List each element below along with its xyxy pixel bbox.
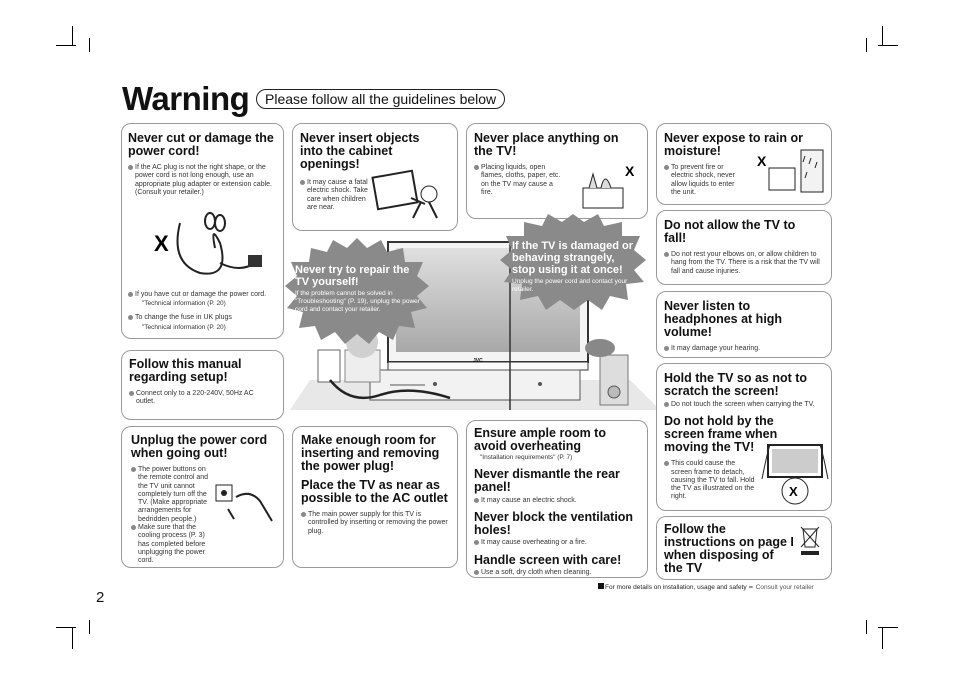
footer-text: For more details on installation, usage and safety bbox=[605, 584, 747, 591]
reference: "Technical information (P. 20) bbox=[142, 323, 226, 331]
note: If the AC plug is not the right shape, or the power cord is not long enough, use an appropriate plug adapter or extension cable. (Consult your retailer.) bbox=[128, 164, 277, 197]
page-number: 2 bbox=[96, 589, 105, 606]
heading: Never dismantle the rear panel! bbox=[474, 467, 620, 494]
arrow-icon: ➨ bbox=[748, 584, 756, 591]
heading: Never cut or damage the power cord! bbox=[128, 131, 274, 158]
warning-insert-objects bbox=[292, 123, 458, 231]
warning-unplug bbox=[121, 426, 284, 568]
heading: Never listen to headphones at high volume! bbox=[664, 299, 783, 339]
cut-cord-illustration bbox=[128, 203, 278, 285]
reference: "Technical information (P. 20) bbox=[142, 300, 226, 308]
tv-in-rain-illustration bbox=[757, 148, 829, 200]
heading: Handle screen with care! bbox=[474, 552, 622, 567]
heading: Do not allow the TV to fall! bbox=[664, 218, 796, 245]
heading: Never expose to rain or moisture! bbox=[664, 131, 803, 158]
warning-headphones bbox=[656, 291, 832, 358]
warning-outlet-room bbox=[292, 426, 458, 568]
note: It may cause a fatal electric shock. Take care when children are near. bbox=[300, 179, 369, 212]
heading: Never insert objects into the cabinet openings! bbox=[300, 131, 420, 171]
warning-burst-damaged bbox=[498, 212, 648, 312]
heading: Follow this manual regarding setup! bbox=[129, 357, 242, 384]
recycle-bin-icon bbox=[797, 523, 823, 555]
warning-place-anything bbox=[466, 123, 648, 219]
heading: Make enough room for inserting and removing the power plug! bbox=[301, 433, 440, 473]
warning-burst-repair bbox=[283, 236, 431, 346]
svg-text:X: X bbox=[757, 153, 767, 169]
note: Unplug the power cord and contact your retailer. bbox=[512, 278, 628, 293]
page-subtitle: Please follow all the guidelines below bbox=[256, 89, 505, 109]
svg-text:X: X bbox=[625, 163, 635, 179]
heading: Never place anything on the TV! bbox=[474, 131, 619, 158]
note: It may cause overheating or a fire. bbox=[474, 539, 640, 547]
child-inserting-object-illustration bbox=[371, 168, 451, 224]
note: Make sure that the cooling process (P. 3) has completed before unplugging the power cord. bbox=[131, 524, 216, 565]
objects-on-tv-illustration bbox=[579, 154, 645, 210]
heading: Follow the instructions on page I when disposing of the TV bbox=[664, 522, 794, 575]
heading: Place the TV as near as possible to the AC outlet bbox=[301, 478, 448, 505]
warning-rain-moisture bbox=[656, 123, 832, 205]
note: Use a soft, dry cloth when cleaning. bbox=[474, 569, 640, 577]
note: The power buttons on the remote control and the TV unit cannot completely turn off the TV. (Make appropriate arrangements for bedridden people.) bbox=[131, 466, 216, 524]
heading: Never block the ventilation holes! bbox=[474, 510, 634, 538]
heading: Never try to repair the TV yourself! bbox=[295, 264, 410, 288]
svg-text:X: X bbox=[154, 231, 169, 257]
note: It may cause an electric shock. bbox=[474, 497, 640, 505]
carrying-tv-illustration bbox=[760, 439, 830, 507]
warning-ventilation bbox=[466, 420, 648, 578]
reference: "Installation requirements" (P. 7) bbox=[480, 454, 573, 461]
heading: Hold the TV so as not to scratch the screen! bbox=[664, 371, 808, 398]
note: Placing liquids, open flames, cloths, paper, etc. on the TV may cause a fire. bbox=[474, 164, 561, 197]
warning-hold-tv bbox=[656, 363, 832, 511]
note: It may damage your hearing. bbox=[664, 345, 824, 353]
note: To change the fuse in UK plugs bbox=[128, 314, 277, 322]
note: This could cause the screen frame to detach, causing the TV to fall. Hold the TV as illustrated on the right. bbox=[664, 460, 757, 501]
note: Connect only to a 220-240V, 50Hz AC outlet. bbox=[129, 390, 274, 407]
warning-tv-fall bbox=[656, 210, 832, 285]
note: If you have cut or damage the power cord. bbox=[128, 291, 277, 299]
footer-consult: Consult your retailer bbox=[755, 584, 814, 591]
note: To prevent fire or electric shock, never allow liquids to enter the unit. bbox=[664, 164, 743, 197]
unplugging-hand-illustration bbox=[214, 479, 282, 529]
heading: Unplug the power cord when going out! bbox=[131, 433, 268, 460]
tv-brand-logo: JVC bbox=[473, 358, 483, 364]
svg-text:X: X bbox=[789, 484, 798, 499]
note: Do not rest your elbows on, or allow children to hang from the TV. There is a risk that the TV will fall and cause injuries. bbox=[664, 251, 824, 276]
page-title: Warning bbox=[122, 80, 250, 117]
note: Do not touch the screen when carrying the TV. bbox=[664, 401, 824, 409]
heading: Do not hold by the screen frame when moving the TV! bbox=[664, 414, 778, 455]
warning-manual-setup bbox=[121, 350, 284, 420]
heading: If the TV is damaged or behaving strangely, stop using it at once! bbox=[512, 240, 634, 276]
warning-power-cord bbox=[121, 123, 284, 339]
footer-note bbox=[598, 583, 814, 591]
warning-disposing bbox=[656, 516, 832, 580]
note: The main power supply for this TV is controlled by inserting or removing the power plug. bbox=[301, 511, 449, 536]
note: If the problem cannot be solved in "Troubleshooting" (P. 19), unplug the power cord and contact your retailer. bbox=[295, 290, 420, 313]
heading: Ensure ample room to avoid overheating bbox=[474, 426, 606, 453]
square-bullet-icon bbox=[598, 583, 604, 589]
